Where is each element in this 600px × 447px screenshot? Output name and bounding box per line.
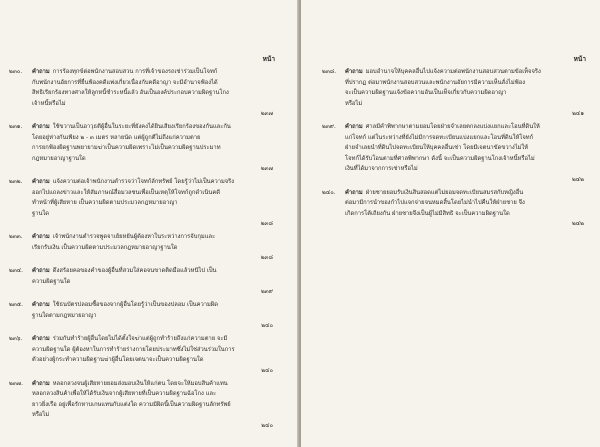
page-column-header: หน้า [262, 55, 275, 63]
entry-text-line: ฐานใดตามกฎหมายอาญา [32, 312, 97, 319]
entry-page-number: ๒๓๗ [260, 166, 273, 172]
entry-text-line: โดยอยู่ห่างกันเพียง ๒ - ๓ เมตร หลายนัด แต่ผู้ถูกตีไม่ถึงแก่ความตาย [32, 134, 201, 141]
entry-text-line: เรียกรับเงิน เป็นความผิดตามประมวลกฎหมายอาญาฐานใด [32, 244, 178, 251]
entry-text-line: แจ้งความต่อเจ้าพนักงานตำรวจว่าโจทก์ลักทรัพย์ โดยรู้ว่าไม่เป็นความจริง [52, 179, 235, 185]
entry-label: คำถาม [32, 268, 50, 274]
entry-text-line: ฝ่ายจำเลยนำที่ดินไปจดทะเบียนให้บุคคลอื่นเช่า โดยมีเจตนาขัดขวางไม่ให้ [345, 145, 529, 151]
entry-number: ๒๓๑. [9, 124, 23, 130]
index-entry [9, 334, 275, 376]
entry-text-line: หลอกลวงจนผู้เสียหายยอมส่งมอบเงินให้แก่ตน โดยจะให้มอบสินค้าแทน [52, 380, 228, 387]
entry-text-line: เจ้าหนี้หรือไม่ [32, 100, 66, 107]
entry-text-line: สิทธิเรียกร้องทางศาลให้ลูกหนี้ชำระหนี้แล้ว อันเป็นองค์ประกอบความผิดฐานโกง [32, 90, 229, 96]
entry-text-line: เจ้าพนักงานตำรวจพูดจาเย้ยหยันผู้ต้องหาในระหว่างการจับกุมและ [52, 234, 216, 240]
entry-page-number: ๒๓๙ [260, 289, 273, 295]
entry-text-line: แก่โจทก์ แต่ในระหว่างที่ยังไม่มีการจดทะเบียนแบ่งแยกและโอนที่ดินให้โจทก์ [345, 134, 534, 141]
entry-page-number: ๒๓๘ [260, 221, 273, 227]
entry-text-line: เงินที่ได้มาจากการเช่าหรือไม่ [345, 166, 418, 172]
entry-page-number: ๒๓๘ [260, 255, 273, 261]
index-entry [9, 300, 275, 331]
entry-list [322, 67, 586, 229]
entry-number: ๒๓๖. [9, 336, 23, 342]
entry-label: คำถาม [32, 380, 50, 387]
left-page [0, 0, 299, 447]
entry-first-line [9, 334, 275, 345]
entry-text-line: ออกไปแถลงข่าวและให้สัมภาษณ์สื่อมวลชนเพื่อเป็นเหตุให้โจทก์ถูกดำเนินคดี [32, 189, 220, 196]
entry-label: คำถาม [32, 302, 50, 308]
entry-first-line [322, 122, 586, 133]
entry-text-line: ร่วมกันทำร้ายผู้อื่นโดยไม่ได้ตั้งใจฆ่าแต่ผู้ถูกทำร้ายถึงแก่ความตาย จะมี [52, 336, 228, 342]
index-entry [9, 177, 275, 229]
page-column-header: หน้า [573, 55, 586, 63]
entry-page-number: ๒๔๑ [572, 111, 584, 117]
entry-text-line: ความผิดฐานใด [32, 278, 71, 285]
entry-text-line: การร้องทุกข์ต่อพนักงานสอบสวน การที่เจ้าของรถเช่าร่วมเป็นโจทก์ [52, 69, 218, 75]
entry-label: คำถาม [345, 69, 363, 75]
entry-first-line [9, 122, 275, 133]
entry-number: ๒๓๐. [9, 69, 23, 75]
entry-label: คำถาม [345, 189, 363, 196]
entry-label: คำถาม [32, 124, 50, 130]
entry-number: ๒๓๒. [9, 179, 23, 185]
entry-text-line: ตัวอย่างผู้กระทำความผิดฐานฆ่าผู้อื่นโดยเจตนาจะเป็นความผิดฐานใด [32, 357, 204, 363]
entry-text-line: ใช้ขวานเป็นอาวุธตีผู้อื่นในระยะที่ยังคงได้ยินเสียงเรียกร้องของกันและกัน [52, 124, 231, 130]
entry-text-line: ที่ปรากฏ ต่อมาพนักงานสอบสวนและพนักงานอัยการมีความเห็นสั่งไม่ฟ้อง [345, 79, 526, 86]
entry-page-number: ๒๔๐ [261, 367, 273, 374]
entry-text-line: จะเป็นความผิดฐานแจ้งข้อความอันเป็นเท็จเกี่ยวกับความผิดอาญา [345, 90, 507, 96]
entry-first-line [322, 67, 586, 78]
entry-page-number: ๒๔๐ [261, 422, 273, 429]
entry-number: ๒๓๗. [9, 380, 23, 387]
index-entry [9, 67, 275, 119]
index-entry [322, 67, 586, 119]
entry-first-line [9, 379, 275, 390]
entry-text-line: หรือไม่ [32, 412, 50, 418]
index-entry [9, 379, 275, 431]
entry-list [9, 67, 275, 431]
entry-text-line: ทำหน้าที่ผู้เสียหาย เป็นความผิดตามประมวลกฎหมายอาญา [32, 200, 178, 206]
entry-page-number: ๒๔๐ [261, 323, 273, 329]
entry-number: ๒๓๘. [322, 69, 337, 75]
entry-number: ๒๓๙. [322, 124, 336, 130]
index-entry [322, 188, 586, 230]
entry-text-line: ศาลมีคำพิพากษาตามยอมโดยฝ่ายจำเลยตกลงแบ่งแยกและโอนที่ดินให้ [365, 124, 540, 130]
entry-label: คำถาม [32, 179, 50, 185]
index-entry [322, 122, 586, 185]
entry-text-line: หรือไม่ [345, 100, 363, 107]
entry-label: คำถาม [32, 336, 50, 342]
entry-text-line: ความผิดฐานใด ผู้ต้องหาในการทำร้ายร่างกายโดยประมาทซึ่งไม่ใช่ส่วนร่วมในการ [32, 346, 235, 353]
index-entry [9, 122, 275, 174]
entry-text-line: หลอกลวงสินค้าเพื่อให้ได้รับเงินจากผู้เสียหายที่เป็นความผิดฐานฉ้อโกง และ [32, 391, 217, 397]
entry-first-line [9, 266, 275, 277]
entry-text-line: กฎหมายอาญาฐานใด [32, 155, 86, 162]
entry-text-line: ดึงสร้อยคอของคำของผู้อื่นที่สวมใส่คอจนขาดติดมือแล้วหนีไป เป็น [52, 268, 217, 274]
entry-page-number: ๒๓๗ [260, 111, 273, 117]
entry-page-number: ๒๔๒ [571, 176, 584, 183]
entry-number: ๒๓๕. [9, 302, 24, 308]
entry-label: คำถาม [345, 124, 363, 130]
right-page [301, 0, 600, 447]
entry-first-line [9, 300, 275, 311]
index-entry [9, 232, 275, 263]
entry-label: คำถาม [32, 69, 50, 75]
entry-number: ๒๓๓. [9, 234, 23, 240]
entry-text-line: ต่อมามีการนำของกำไปแจกจ่ายจนหมดสิ้นโดยไม่นำไปคืนให้ฝ่ายชาย จึง [345, 200, 525, 206]
index-entry [9, 266, 275, 297]
entry-text-line: กับพนักงานอัยการที่ยื่นฟ้องคดีแพ่งเกี่ยวเนื่องกับคดีอาญา จะมีอำนาจฟ้องได้ [32, 79, 218, 86]
entry-text-line: โจทก์ได้รับโอนตามที่ศาลพิพากษา ดังนี้ จะเป็นความผิดฐานโกงเจ้าหนี้หรือไม่ [345, 155, 535, 162]
entry-first-line [9, 67, 275, 78]
entry-text-line: ใช้ธนบัตรปลอมซื้อของจากผู้อื่นโดยรู้ว่าเป็นของปลอม เป็นความผิด [52, 302, 218, 308]
entry-first-line [322, 188, 586, 199]
entry-page-number: ๒๔๒ [571, 221, 584, 227]
entry-first-line [9, 232, 275, 243]
entry-first-line [9, 177, 275, 188]
entry-number: ๒๔๐. [322, 189, 336, 196]
entry-number: ๒๓๔. [9, 268, 24, 274]
entry-text-line: การยกฟ้องผิดฐานพยายามฆ่าเป็นความผิดเพราะไม่เป็นความผิดฐานประมาท [32, 145, 221, 151]
entry-text-line: เกิดการโต้เถียงกัน ฝ่ายชายจึงเป็นผู้ไม่มีสิทธิ จะเป็นความผิดฐานใด [345, 210, 510, 217]
entry-text-line: ฐานใด [32, 210, 50, 217]
entry-text-line: ยาวยิ่งเรือ อยู่เพื่อรักหาบเกษแทนกับแต่งใด ความมีผิดนี้เป็นความผิดฐานลักทรัพย์ [32, 401, 231, 408]
entry-label: คำถาม [32, 234, 50, 240]
entry-text-line: ฝ่ายชายยอมรับเงินสินสอดแต่ไม่ยอมจดทะเบียนสมรสกับหญิงอื่น [365, 189, 524, 196]
entry-text-line: มอบอำนาจให้บุคคลอื่นไปแจ้งความต่อพนักงานสอบสวนตามข้อเท็จจริง [365, 69, 541, 75]
